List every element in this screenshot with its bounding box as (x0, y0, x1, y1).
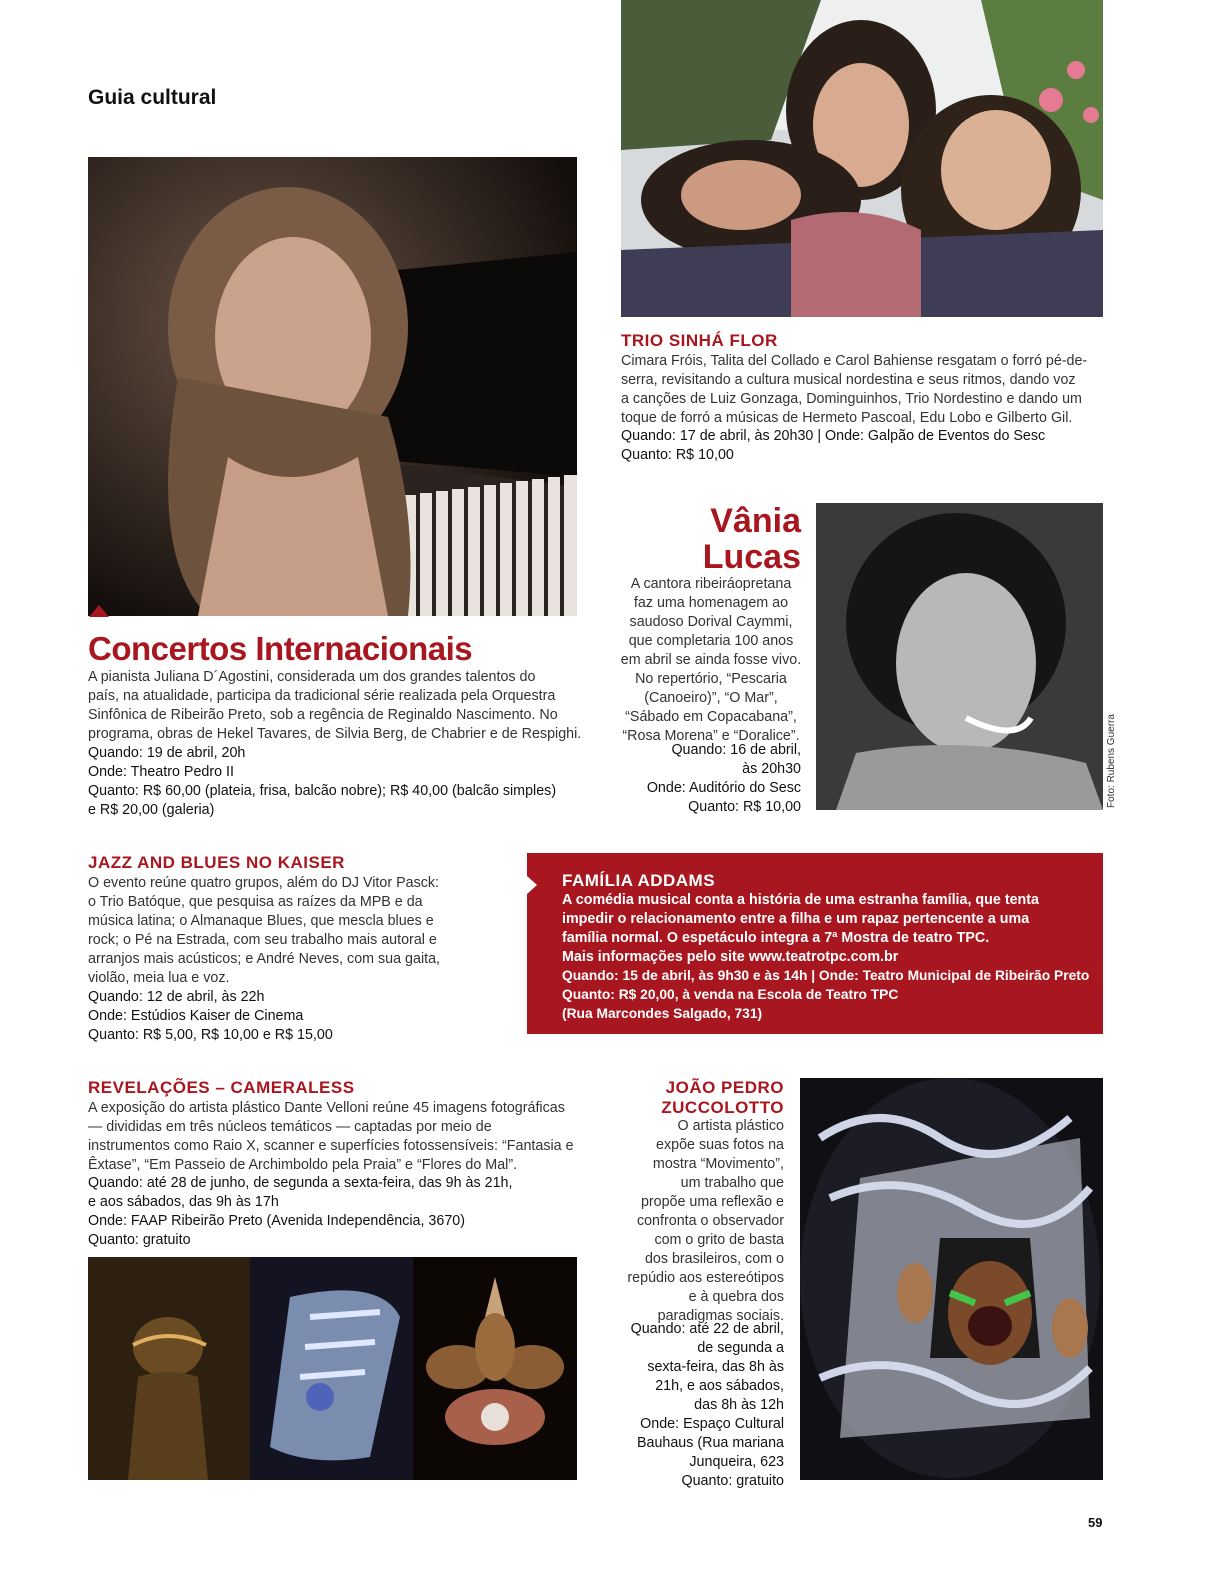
text-line: O artista plástico (677, 1118, 784, 1134)
text-line: e à quebra dos (688, 1289, 784, 1305)
text-line: expõe suas fotos na (656, 1137, 784, 1153)
joao-photo (800, 1078, 1103, 1480)
meta-line: Onde: Espaço Cultural (640, 1416, 784, 1432)
meta-line: Quando: 15 de abril, às 9h30 e às 14h | Onde: Teatro Municipal de Ribeirão Preto (562, 968, 1090, 983)
text-line: arranjos mais acústicos; e André Neves, com sua gaita, (88, 951, 441, 967)
text-line: dos brasileiros, com o (644, 1251, 784, 1267)
joao-meta (600, 1320, 784, 1491)
meta-line: Quando: até 28 de junho, de segunda a sexta-feira, das 9h às 21h, (88, 1175, 513, 1191)
meta-line: Junqueira, 623 (689, 1454, 784, 1470)
jazz-title: JAZZ AND BLUES NO KAISER (88, 853, 345, 872)
trio-photo (621, 0, 1103, 317)
text-line: “Sábado em Copacabana”, (625, 709, 797, 725)
text-line: em abril se ainda fosse vivo. (620, 652, 802, 668)
title-line: JOÃO PEDRO (665, 1078, 784, 1097)
meta-line: Quanto: R$ 5,00, R$ 10,00 e R$ 15,00 (88, 1027, 333, 1043)
meta-line: Quando: 17 de abril, às 20h30 | Onde: Galpão de Eventos do Sesc (621, 428, 1046, 444)
joao-title (600, 1078, 784, 1118)
title-line: Lucas (702, 538, 801, 576)
text-line: toque de forró a músicas de Hermeto Pascoal, Edu Lobo e Gilberto Gil. (621, 410, 1073, 426)
text-line: música latina; o Almanaque Blues, que mescla blues e (88, 913, 434, 929)
meta-line: Quando: 12 de abril, às 22h (88, 989, 265, 1005)
text-line: A exposição do artista plástico Dante Velloni reúne 45 imagens fotográficas (88, 1100, 565, 1116)
text-line: rock; o Pé na Estrada, com seu trabalho mais autoral e (88, 932, 437, 948)
concertos-title: Concertos Internacionais (88, 630, 473, 667)
text-line: Sinfônica de Ribeirão Preto, sob a regência de Reginaldo Nascimento. No (88, 707, 558, 723)
meta-line: e R$ 20,00 (galeria) (88, 802, 215, 818)
trio-title: TRIO SINHÁ FLOR (621, 331, 778, 350)
meta-line: Quando: 19 de abril, 20h (88, 745, 246, 761)
meta-line: às 20h30 (742, 761, 801, 777)
text-line: o Trio Batóque, que pesquisa as raízes da MPB e da (88, 894, 423, 910)
addams-meta (562, 966, 1098, 1023)
section-marker-icon (89, 605, 109, 617)
meta-line: Quando: 16 de abril, (671, 742, 801, 758)
photo-credit: Foto: Rubens Guerra (1106, 714, 1117, 808)
revelacoes-body (88, 1099, 588, 1175)
text-line: confronta o observador (636, 1213, 784, 1229)
text-line: impedir o relacionamento entre a filha e um rapaz pertencente a uma (562, 911, 1030, 927)
title-line: Vânia (710, 502, 801, 540)
meta-line: das 8h às 12h (694, 1397, 784, 1413)
text-line: Êxtase”, “Em Passeio de Archimboldo pela Praia” e “Flores do Mal”. (88, 1157, 518, 1173)
revelacoes-meta (88, 1174, 588, 1250)
meta-line: Bauhaus (Rua mariana (636, 1435, 784, 1451)
title-line: ZUCCOLOTTO (661, 1098, 784, 1117)
text-line: serra, revisitando a cultura musical nordestina e seus ritmos, dando voz (621, 372, 1076, 388)
text-line: “Rosa Morena” e “Doralice”. (622, 728, 800, 744)
meta-line: Quanto: R$ 20,00, à venda na Escola de Teatro TPC (562, 987, 899, 1002)
meta-line: 21h, e aos sábados, (655, 1378, 784, 1394)
text-line: a canções de Luiz Gonzaga, Dominguinhos, Trio Nordestino e dando um (621, 391, 1082, 407)
meta-line: Quanto: R$ 10,00 (621, 447, 734, 463)
meta-line: de segunda a (697, 1340, 784, 1356)
page-number: 59 (1088, 1515, 1103, 1530)
text-line: propõe uma reflexão e (640, 1194, 784, 1210)
pianist-photo (88, 157, 577, 616)
meta-line: sexta-feira, das 8h às (647, 1359, 784, 1375)
text-line: paradigmas sociais. (657, 1308, 784, 1324)
revelacoes-title: REVELAÇÕES – CAMERALESS (88, 1078, 355, 1097)
text-line: A comédia musical conta a história de uma estranha família, que tenta (562, 892, 1039, 908)
text-line: instrumentos como Raio X, scanner e superfícies fotossensíveis: “Fantasia e (88, 1138, 574, 1154)
text-line: família normal. O espetáculo integra a 7ª Mostra de teatro TPC. (562, 930, 990, 946)
trio-body (621, 352, 1111, 428)
exhibit-photo-3 (413, 1257, 577, 1480)
vania-meta (600, 741, 801, 817)
section-label: Guia cultural (88, 86, 217, 109)
section-marker-icon (527, 876, 537, 894)
text-line: A pianista Juliana D´Agostini, considerada um dos grandes talentos do (88, 669, 536, 685)
meta-line: Quanto: R$ 60,00 (plateia, frisa, balcão nobre); R$ 40,00 (balcão simples) (88, 783, 557, 799)
text-line: repúdio aos estereótipos (627, 1270, 784, 1286)
addams-body (562, 891, 1092, 967)
meta-line: (Rua Marcondes Salgado, 731) (562, 1006, 763, 1021)
trio-meta (621, 427, 1111, 465)
text-line: com o grito de basta (654, 1232, 784, 1248)
text-line: um trabalho que (680, 1175, 784, 1191)
text-line: programa, obras de Hekel Tavares, de Silvia Berg, de Chabrier e de Respighi. (88, 726, 582, 742)
text-line: país, na atualidade, participa da tradicional série realizada pela Orquestra (88, 688, 556, 704)
meta-line: Onde: Theatro Pedro II (88, 764, 234, 780)
vania-body (618, 575, 804, 746)
vania-title (621, 503, 801, 575)
text-line: mostra “Movimento”, (652, 1156, 784, 1172)
meta-line: Onde: FAAP Ribeirão Preto (Avenida Independência, 3670) (88, 1213, 466, 1229)
text-line: — divididas em três núcleos temáticos — captadas por meio de (88, 1119, 492, 1135)
text-line: que completaria 100 anos (628, 633, 794, 649)
meta-line: Quando: até 22 de abril, (630, 1321, 784, 1337)
jazz-body (88, 874, 508, 988)
text-line: saudoso Dorival Caymmi, (629, 614, 793, 630)
text-line: O evento reúne quatro grupos, além do DJ Vitor Pasck: (88, 875, 439, 891)
meta-line: Quanto: gratuito (681, 1473, 784, 1489)
vania-photo (816, 503, 1103, 810)
meta-line: Quanto: gratuito (88, 1232, 191, 1248)
addams-title: FAMÍLIA ADDAMS (562, 871, 716, 890)
exhibit-photo-1 (88, 1257, 250, 1480)
text-line: Mais informações pelo site www.teatrotpc.com.br (562, 949, 899, 965)
meta-line: Quanto: R$ 10,00 (688, 799, 801, 815)
text-line: No repertório, “Pescaria (635, 671, 787, 687)
meta-line: Onde: Estúdios Kaiser de Cinema (88, 1008, 304, 1024)
meta-line: Onde: Auditório do Sesc (646, 780, 801, 796)
concertos-meta (88, 744, 588, 820)
text-line: A cantora ribeiráopretana (630, 576, 792, 592)
joao-body (600, 1117, 784, 1326)
text-line: violão, meia lua e voz. (88, 970, 230, 986)
concertos-body (88, 668, 588, 744)
text-line: Cimara Fróis, Talita del Collado e Carol Bahiense resgatam o forró pé-de- (621, 353, 1088, 369)
jazz-meta (88, 988, 508, 1045)
meta-line: e aos sábados, das 9h às 17h (88, 1194, 279, 1210)
text-line: faz uma homenagem ao (633, 595, 789, 611)
text-line: (Canoeiro)”, “O Mar”, (644, 690, 778, 706)
exhibit-photo-2 (250, 1257, 413, 1480)
